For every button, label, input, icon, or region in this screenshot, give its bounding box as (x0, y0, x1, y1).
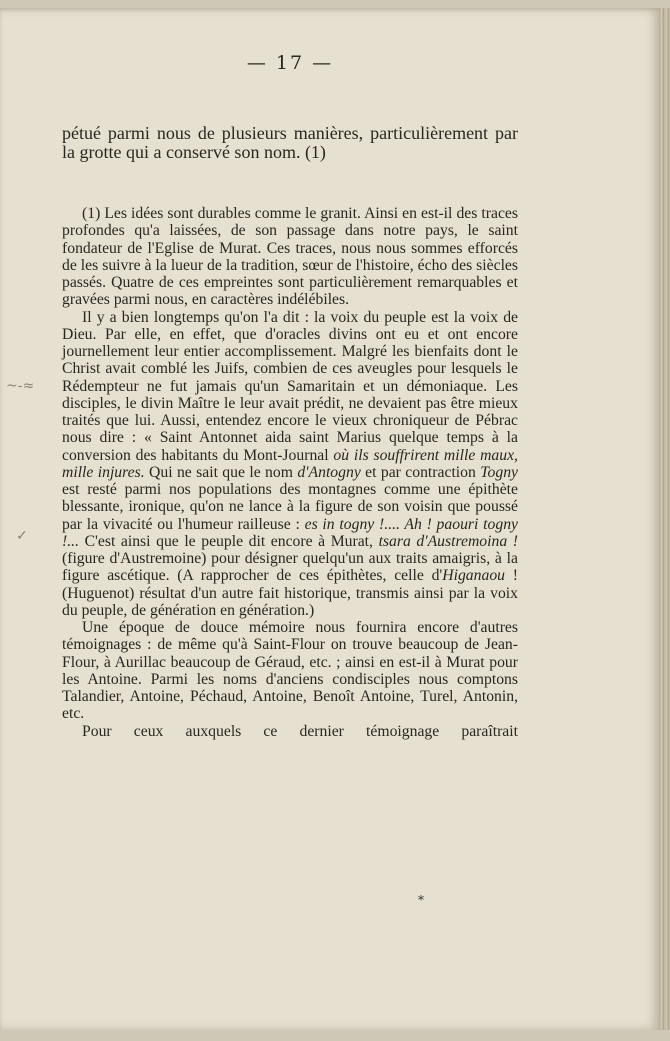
text-run: Qui ne sait que le nom (144, 463, 298, 481)
italic-run: es in togny !.... Ah ! paouri togny !... (62, 515, 519, 550)
italic-run: d'Antogny (297, 463, 361, 481)
text-run: (figure d'Austremoine) pour désigner quelqu'un aux traits amaigris, à la figure ascétique. (A rapprocher de ces épithètes, celle d' (62, 550, 518, 585)
margin-smudge: ✓ (16, 528, 28, 544)
footnote-paragraph-2 (62, 309, 518, 620)
text-run: C'est ainsi que le peuple dit encore à Murat, (79, 532, 379, 550)
text-run: ! (Huguenot) résultat d'un autre fait historique, transmis ainsi par la voix du peuple, de génération en génération.) (62, 567, 519, 619)
footnote-paragraph-3: Une époque de douce mémoire nous fournira encore d'autres témoignages : de même qu'à Saint-Flour on trouve beaucoup de Jean-Flour, à Aurillac beaucoup de Géraud, etc. ; ainsi en est-il à Murat pour les Antoine. Parmi les noms d'anciens condisciples nous comptons Talandier, Antoine, Péchaud, Antoine, Benoît Antoine, Turel, Antonin, etc. (62, 619, 518, 723)
text-run: Il y a bien longtemps qu'on l'a dit : la voix du peuple est la voix de Dieu. Par elle, en effet, que d'oracles divins ont eu et ont encore journellement leur entier accomplissement. Malgré les bienfaits dont le Christ avait comblé les Juifs, combien de ces aveugles pour lesquels le Rédempteur ne fut jamais qu'un Samaritain et un démoniaque. Les disciples, le divin Maître le leur avait prédit, ne devaient pas être mieux traités que lui. Aussi, entendez encore le vieux chroniqueur de Pébrac nous dire : « Saint Antonnet aida saint Marius quelque temps à la conversion des habitants du Mont-Journal (62, 308, 518, 464)
italic-run: Togny (480, 463, 519, 481)
page-edge (660, 8, 670, 1030)
page-number: — 17 — (246, 52, 334, 74)
footnote-paragraph-1: (1) Les idées sont durables comme le granit. Ainsi en est-il des traces profondes qu'a laissées, de son passage dans notre pays, le saint fondateur de l'Eglise de Murat. Ces traces, nous nous sommes efforcés de les suivre à la lueur de la tradition, sœur de l'histoire, écho des siècles passés. Quatre de ces empreintes sont particulièrement remarquables et gravées parmi nous, en caractères indélébiles. (62, 205, 518, 309)
margin-smudge: ~-≈ (6, 378, 35, 394)
body-text (62, 124, 518, 162)
italic-run: Higanaou (442, 567, 506, 585)
text-run: est resté parmi nos populations des montagnes comme une épithète blessante, ironique, qu'on ne lance à la figure de son voisin que poussé par la vivacité ou l'humeur railleuse : (62, 481, 518, 533)
body-paragraph: pétué parmi nous de plusieurs manières, particulièrement par la grotte qui a conservé son nom. (1) (62, 123, 518, 162)
signature-mark: * (418, 893, 424, 907)
italic-run: où ils souffrirent mille maux, mille injures. (62, 446, 518, 481)
footnote-paragraph-4: Pour ceux auxquels ce dernier témoignage paraîtrait (82, 722, 518, 740)
italic-run: tsara d'Austremoina ! (378, 532, 519, 550)
footnote (62, 205, 518, 740)
text-run: et par contraction (360, 463, 481, 481)
